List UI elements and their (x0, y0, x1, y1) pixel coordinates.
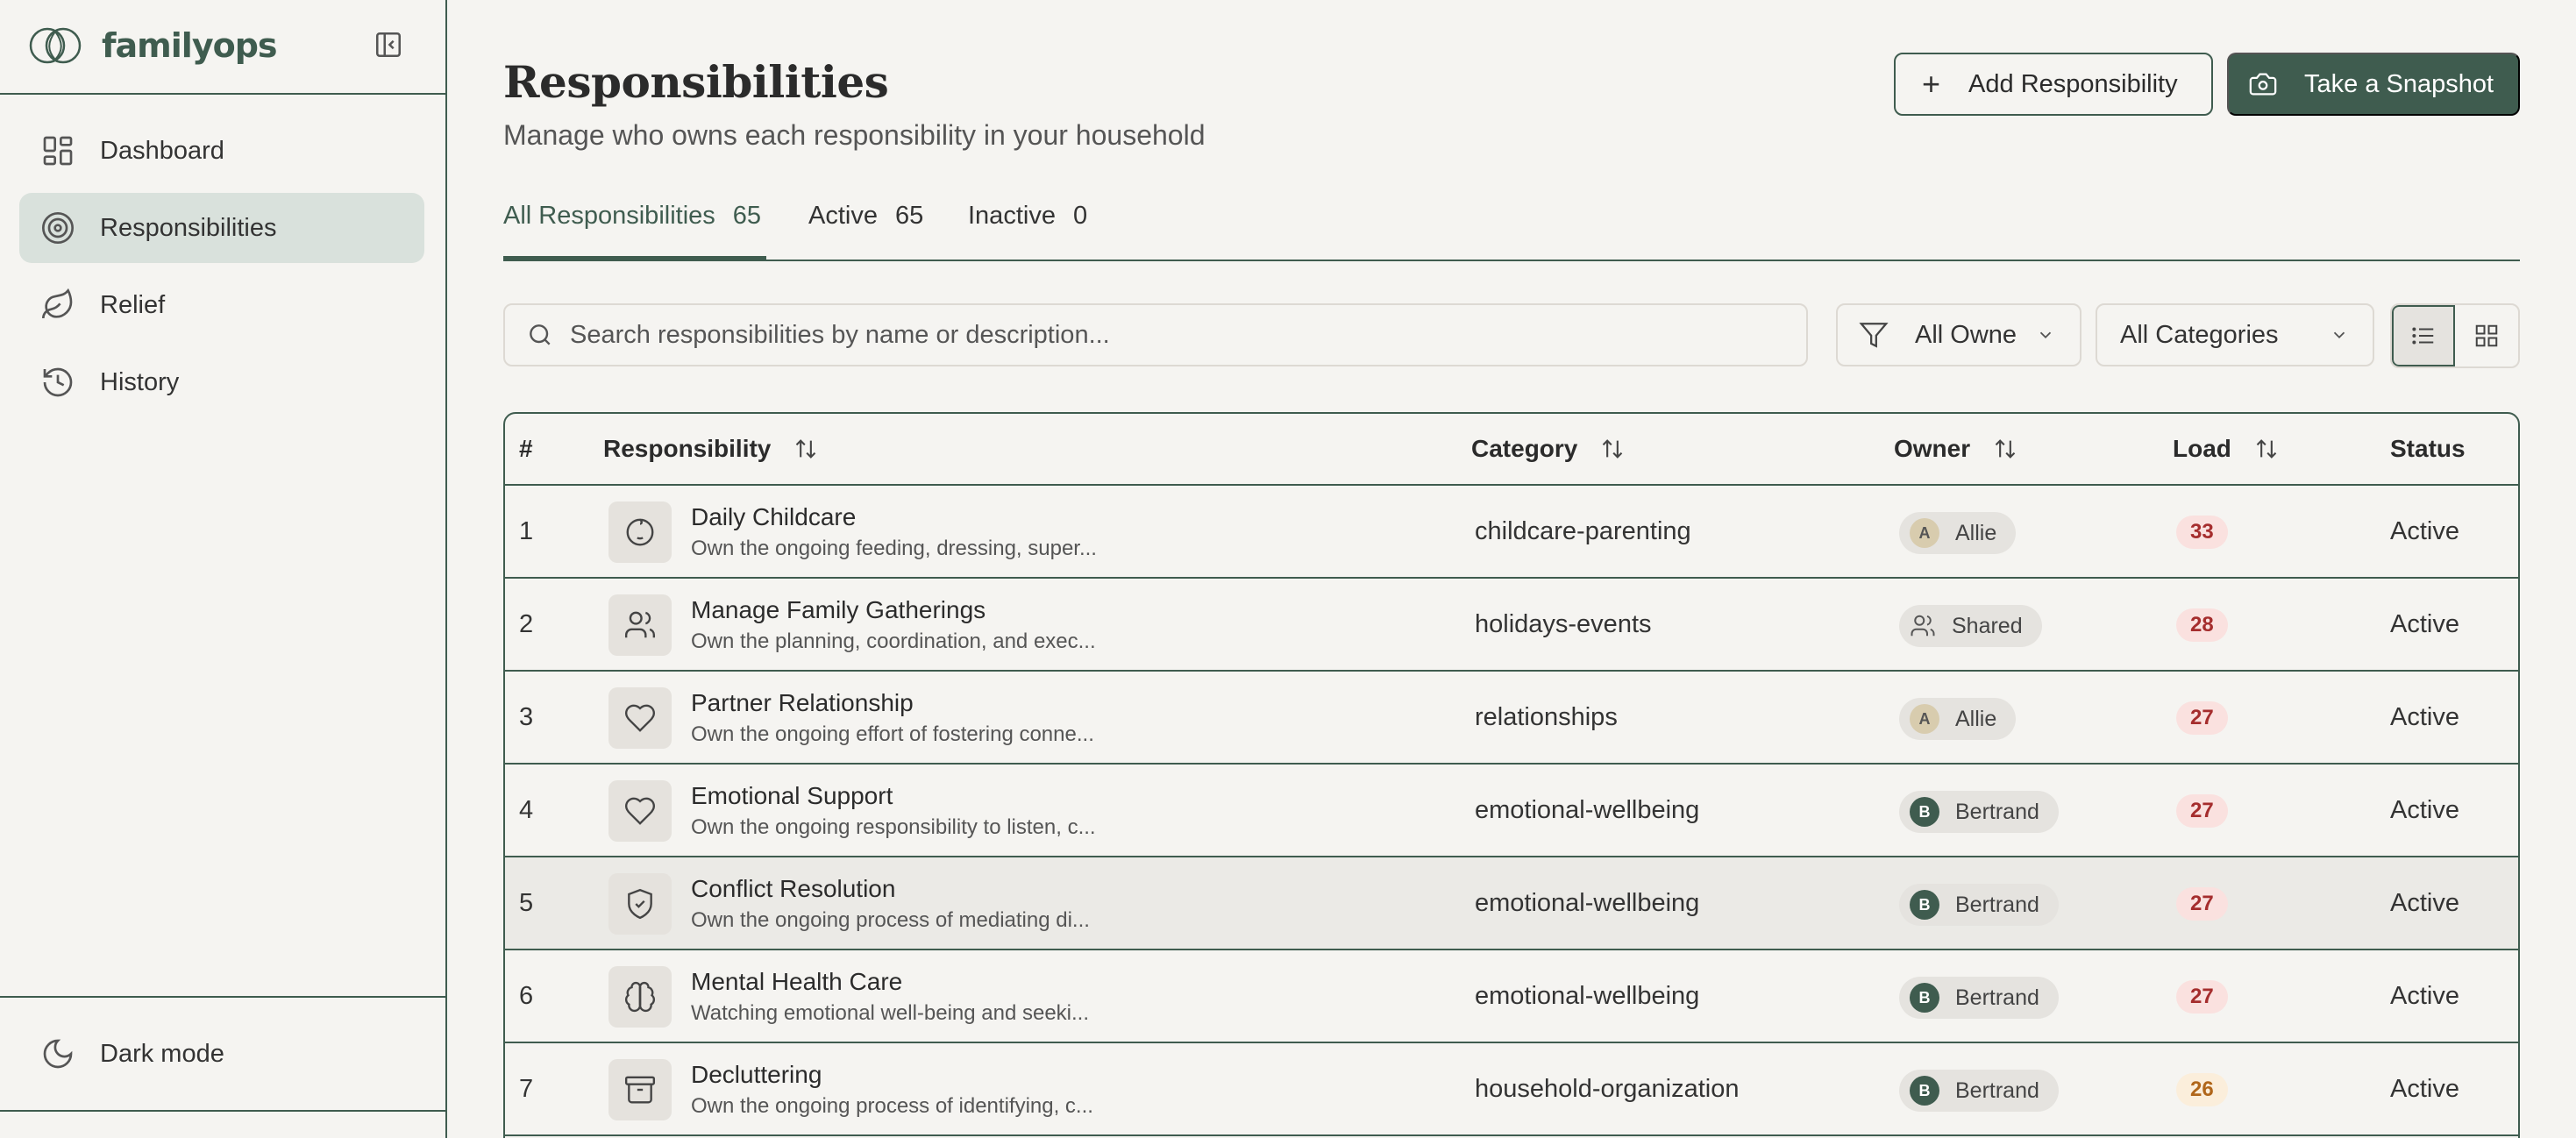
users-icon (1910, 613, 1936, 639)
sidebar-collapse-icon[interactable] (374, 30, 403, 60)
page-subtitle: Manage who owns each responsibility in your household (503, 119, 1206, 151)
owner-name: Bertrand (1955, 799, 2039, 824)
column-label: Load (2173, 435, 2231, 462)
archive-icon (623, 1073, 657, 1106)
sidebar-item-label: Relief (100, 290, 166, 319)
chevron-down-icon (2036, 325, 2055, 345)
responsibility-title: Emotional Support (691, 782, 893, 809)
sidebar-divider (0, 1110, 445, 1112)
category-filter-value: All Categories (2120, 320, 2279, 349)
sidebar (0, 0, 447, 1138)
filter-icon (1859, 320, 1889, 350)
responsibility-icon (608, 501, 672, 563)
responsibility-description: Own the ongoing process of identifying, c... (691, 1094, 1093, 1118)
page-title: Responsibilities (503, 56, 889, 108)
shield-check-icon (623, 887, 657, 921)
dark-mode-label: Dark mode (100, 1039, 224, 1068)
table-header (505, 414, 2518, 486)
take-snapshot-button[interactable] (2227, 53, 2520, 116)
responsibilities-table (503, 412, 2520, 1138)
table-row[interactable] (505, 950, 2518, 1043)
column-label: Category (1471, 435, 1578, 462)
owner-badge (1899, 1070, 2059, 1112)
load-badge: 33 (2176, 516, 2228, 549)
column-label: Responsibility (603, 435, 772, 462)
sidebar-item-relief[interactable] (19, 270, 424, 340)
avatar: A (1910, 518, 1939, 548)
column-header-owner[interactable] (1894, 435, 2017, 463)
sort-icon[interactable] (2254, 437, 2279, 461)
plus-icon: + (1922, 66, 1941, 102)
load-badge: 28 (2176, 608, 2228, 642)
owner-badge (1899, 884, 2059, 926)
column-header-status (2390, 435, 2466, 463)
responsibility-title: Conflict Resolution (691, 875, 896, 902)
brand-logo-icon (28, 23, 88, 68)
sort-icon[interactable] (793, 437, 818, 461)
column-label: Owner (1894, 435, 1971, 462)
owner-filter-value: All Owne (1915, 320, 2017, 349)
owner-filter-select[interactable] (1836, 303, 2081, 366)
table-row[interactable] (505, 486, 2518, 579)
category-cell: childcare-parenting (1475, 517, 1691, 545)
status-cell: Active (2390, 610, 2459, 638)
load-badge: 27 (2176, 794, 2228, 828)
column-header-load[interactable] (2173, 435, 2279, 463)
category-cell: relationships (1475, 703, 1618, 731)
dashboard-icon (40, 133, 75, 168)
camera-icon (2248, 69, 2278, 99)
category-cell: household-organization (1475, 1075, 1740, 1103)
owner-badge (1899, 791, 2059, 833)
owner-name: Allie (1955, 520, 1997, 545)
main-content (503, 0, 2520, 1138)
category-cell: emotional-wellbeing (1475, 889, 1700, 917)
responsibility-description: Own the ongoing feeding, dressing, super... (691, 537, 1097, 560)
tab-all[interactable] (503, 202, 761, 231)
owner-name: Shared (1952, 613, 2023, 638)
category-filter-select[interactable] (2096, 303, 2374, 366)
column-label: Status (2390, 435, 2466, 462)
row-number: 1 (519, 517, 534, 545)
tab-label: Inactive (968, 202, 1056, 230)
moon-icon (40, 1036, 75, 1071)
add-responsibility-label: Add Responsibility (1968, 69, 2178, 98)
category-cell: emotional-wellbeing (1475, 796, 1700, 824)
brain-icon (623, 980, 657, 1014)
responsibility-description: Own the ongoing effort of fostering conne... (691, 722, 1094, 746)
table-row[interactable] (505, 857, 2518, 950)
owner-badge (1899, 977, 2059, 1019)
heart-icon (623, 794, 657, 828)
row-number: 6 (519, 982, 534, 1010)
column-header-category[interactable] (1471, 435, 1625, 463)
heart-icon (623, 701, 657, 735)
sort-icon[interactable] (1993, 437, 2017, 461)
view-toggle (2390, 303, 2520, 368)
column-header-responsibility[interactable] (603, 435, 818, 463)
add-responsibility-button[interactable] (1894, 53, 2213, 116)
tab-count: 65 (894, 202, 924, 230)
avatar: A (1910, 704, 1939, 734)
owner-badge (1899, 698, 2016, 740)
tab-count: 65 (732, 202, 762, 230)
avatar: B (1910, 797, 1939, 827)
owner-name: Bertrand (1955, 985, 2039, 1010)
sidebar-item-label: History (100, 367, 180, 396)
target-icon (40, 210, 75, 245)
responsibility-icon (608, 966, 672, 1028)
status-cell: Active (2390, 1075, 2459, 1103)
category-cell: emotional-wellbeing (1475, 982, 1700, 1010)
brand-name: familyops (102, 26, 277, 65)
row-number: 7 (519, 1075, 534, 1103)
row-number: 3 (519, 703, 534, 731)
load-badge: 27 (2176, 887, 2228, 921)
row-number: 5 (519, 889, 534, 917)
status-cell: Active (2390, 889, 2459, 917)
responsibility-description: Own the planning, coordination, and exec... (691, 629, 1096, 653)
responsibility-icon (608, 780, 672, 842)
status-cell: Active (2390, 796, 2459, 824)
sidebar-nav (19, 116, 424, 424)
list-icon (2410, 323, 2437, 349)
responsibility-description: Own the ongoing responsibility to listen, c... (691, 815, 1096, 839)
sidebar-item-label: Responsibilities (100, 213, 277, 242)
owner-name: Allie (1955, 706, 1997, 731)
responsibility-title: Daily Childcare (691, 503, 857, 530)
status-cell: Active (2390, 982, 2459, 1010)
search-input[interactable] (570, 321, 1780, 350)
search-icon (526, 321, 554, 349)
brand[interactable] (28, 21, 277, 70)
responsibility-title: Decluttering (691, 1061, 822, 1088)
responsibility-icon (608, 594, 672, 656)
column-header-num (519, 435, 533, 463)
users-icon (623, 608, 657, 642)
table-row[interactable] (505, 1043, 2518, 1136)
sidebar-divider (0, 996, 445, 998)
owner-badge (1899, 512, 2016, 554)
responsibility-icon (608, 873, 672, 935)
table-row[interactable] (505, 672, 2518, 765)
tab-count: 0 (1072, 202, 1088, 230)
row-number: 2 (519, 610, 534, 638)
status-tabs (503, 182, 2520, 261)
take-snapshot-label: Take a Snapshot (2304, 69, 2494, 98)
owner-badge (1899, 605, 2042, 647)
load-badge: 27 (2176, 980, 2228, 1014)
tab-inactive[interactable] (968, 202, 1087, 231)
baby-icon (623, 516, 657, 549)
tab-label: All Responsibilities (503, 202, 715, 230)
table-row[interactable] (505, 579, 2518, 672)
responsibility-title: Manage Family Gatherings (691, 596, 986, 623)
responsibility-title: Mental Health Care (691, 968, 903, 995)
table-row[interactable] (505, 765, 2518, 857)
history-icon (40, 365, 75, 400)
avatar: B (1910, 983, 1939, 1013)
sort-icon[interactable] (1600, 437, 1625, 461)
responsibility-description: Watching emotional well-being and seeki... (691, 1001, 1090, 1025)
chevron-down-icon (2330, 325, 2349, 345)
status-cell: Active (2390, 517, 2459, 545)
responsibility-icon (608, 1059, 672, 1120)
sidebar-item-dashboard[interactable] (19, 116, 424, 186)
tab-label: Active (808, 202, 878, 230)
sidebar-item-label: Dashboard (100, 136, 224, 165)
dark-mode-toggle[interactable] (19, 1019, 424, 1089)
sidebar-item-history[interactable] (19, 347, 424, 417)
active-tab-indicator (503, 256, 766, 260)
sidebar-divider (0, 93, 445, 95)
load-badge: 27 (2176, 701, 2228, 735)
owner-name: Bertrand (1955, 1078, 2039, 1103)
avatar: B (1910, 1076, 1939, 1106)
grid-icon (2473, 323, 2500, 349)
load-badge: 26 (2176, 1073, 2228, 1106)
responsibility-icon (608, 687, 672, 749)
responsibility-description: Own the ongoing process of mediating di... (691, 908, 1090, 932)
sidebar-item-responsibilities[interactable] (19, 193, 424, 263)
column-label: # (519, 435, 533, 462)
avatar: B (1910, 890, 1939, 920)
grid-view-button[interactable] (2455, 305, 2518, 366)
owner-name: Bertrand (1955, 892, 2039, 917)
category-cell: holidays-events (1475, 610, 1652, 638)
leaf-icon (40, 288, 75, 323)
search-box (503, 303, 1808, 366)
list-view-button[interactable] (2392, 305, 2455, 366)
row-number: 4 (519, 796, 534, 824)
responsibility-title: Partner Relationship (691, 689, 914, 716)
status-cell: Active (2390, 703, 2459, 731)
tab-active[interactable] (808, 202, 923, 231)
